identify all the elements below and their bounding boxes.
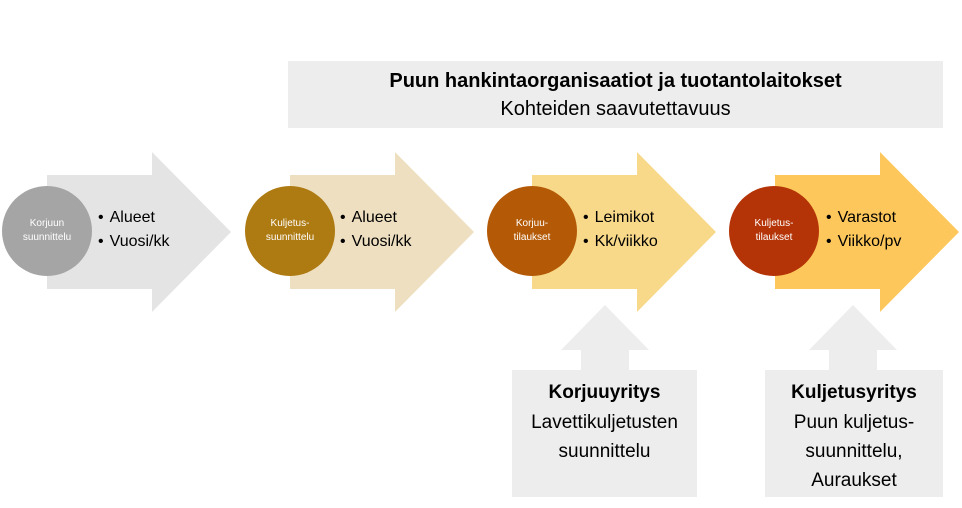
stage-4-bullets <box>826 206 901 254</box>
stage-2-circle-label: Kuljetus- suunnittelu <box>265 218 315 243</box>
organizations-box <box>288 61 943 128</box>
stage-3-circle-label: Korjuu- tilaukset <box>513 218 551 243</box>
stage-2-bullet-2: • Vuosi/kk <box>340 230 411 254</box>
stage-1-bullets <box>98 206 169 254</box>
stage-3-bullet-1: • Leimikot <box>583 206 658 230</box>
stage-1-circle-label: Korjuun suunnittelu <box>22 218 72 243</box>
stage-3-bullets <box>583 206 658 254</box>
korjuuyritys-body: Lavettikuljetusten suunnittelu <box>531 412 678 462</box>
kuljetusyritys-box <box>765 370 943 497</box>
korjuuyritys-box <box>512 370 697 497</box>
stage-4-bullet-1: • Varastot <box>826 206 901 230</box>
stage-1-bullet-1: • Alueet <box>98 206 169 230</box>
korjuuyritys-title: Korjuuyritys <box>548 382 661 403</box>
kuljetusyritys-body: Puun kuljetus- suunnittelu, Auraukset <box>793 412 915 491</box>
stage-2-bullet-1: • Alueet <box>340 206 411 230</box>
korjuuyritys-up-arrow <box>561 305 649 372</box>
kuljetusyritys-title: Kuljetusyritys <box>791 382 917 403</box>
organizations-subtitle: Kohteiden saavutettavuus <box>500 97 731 120</box>
stage-1-bullet-2: • Vuosi/kk <box>98 230 169 254</box>
stage-3-bullet-2: • Kk/viikko <box>583 230 658 254</box>
stage-4-bullet-2: • Viikko/pv <box>826 230 901 254</box>
kuljetusyritys-up-arrow <box>809 305 897 372</box>
stage-4-circle-label: Kuljetus- tilaukset <box>754 218 794 243</box>
organizations-title: Puun hankintaorganisaatiot ja tuotantolaitokset <box>389 69 842 92</box>
stage-2-bullets <box>340 206 411 254</box>
